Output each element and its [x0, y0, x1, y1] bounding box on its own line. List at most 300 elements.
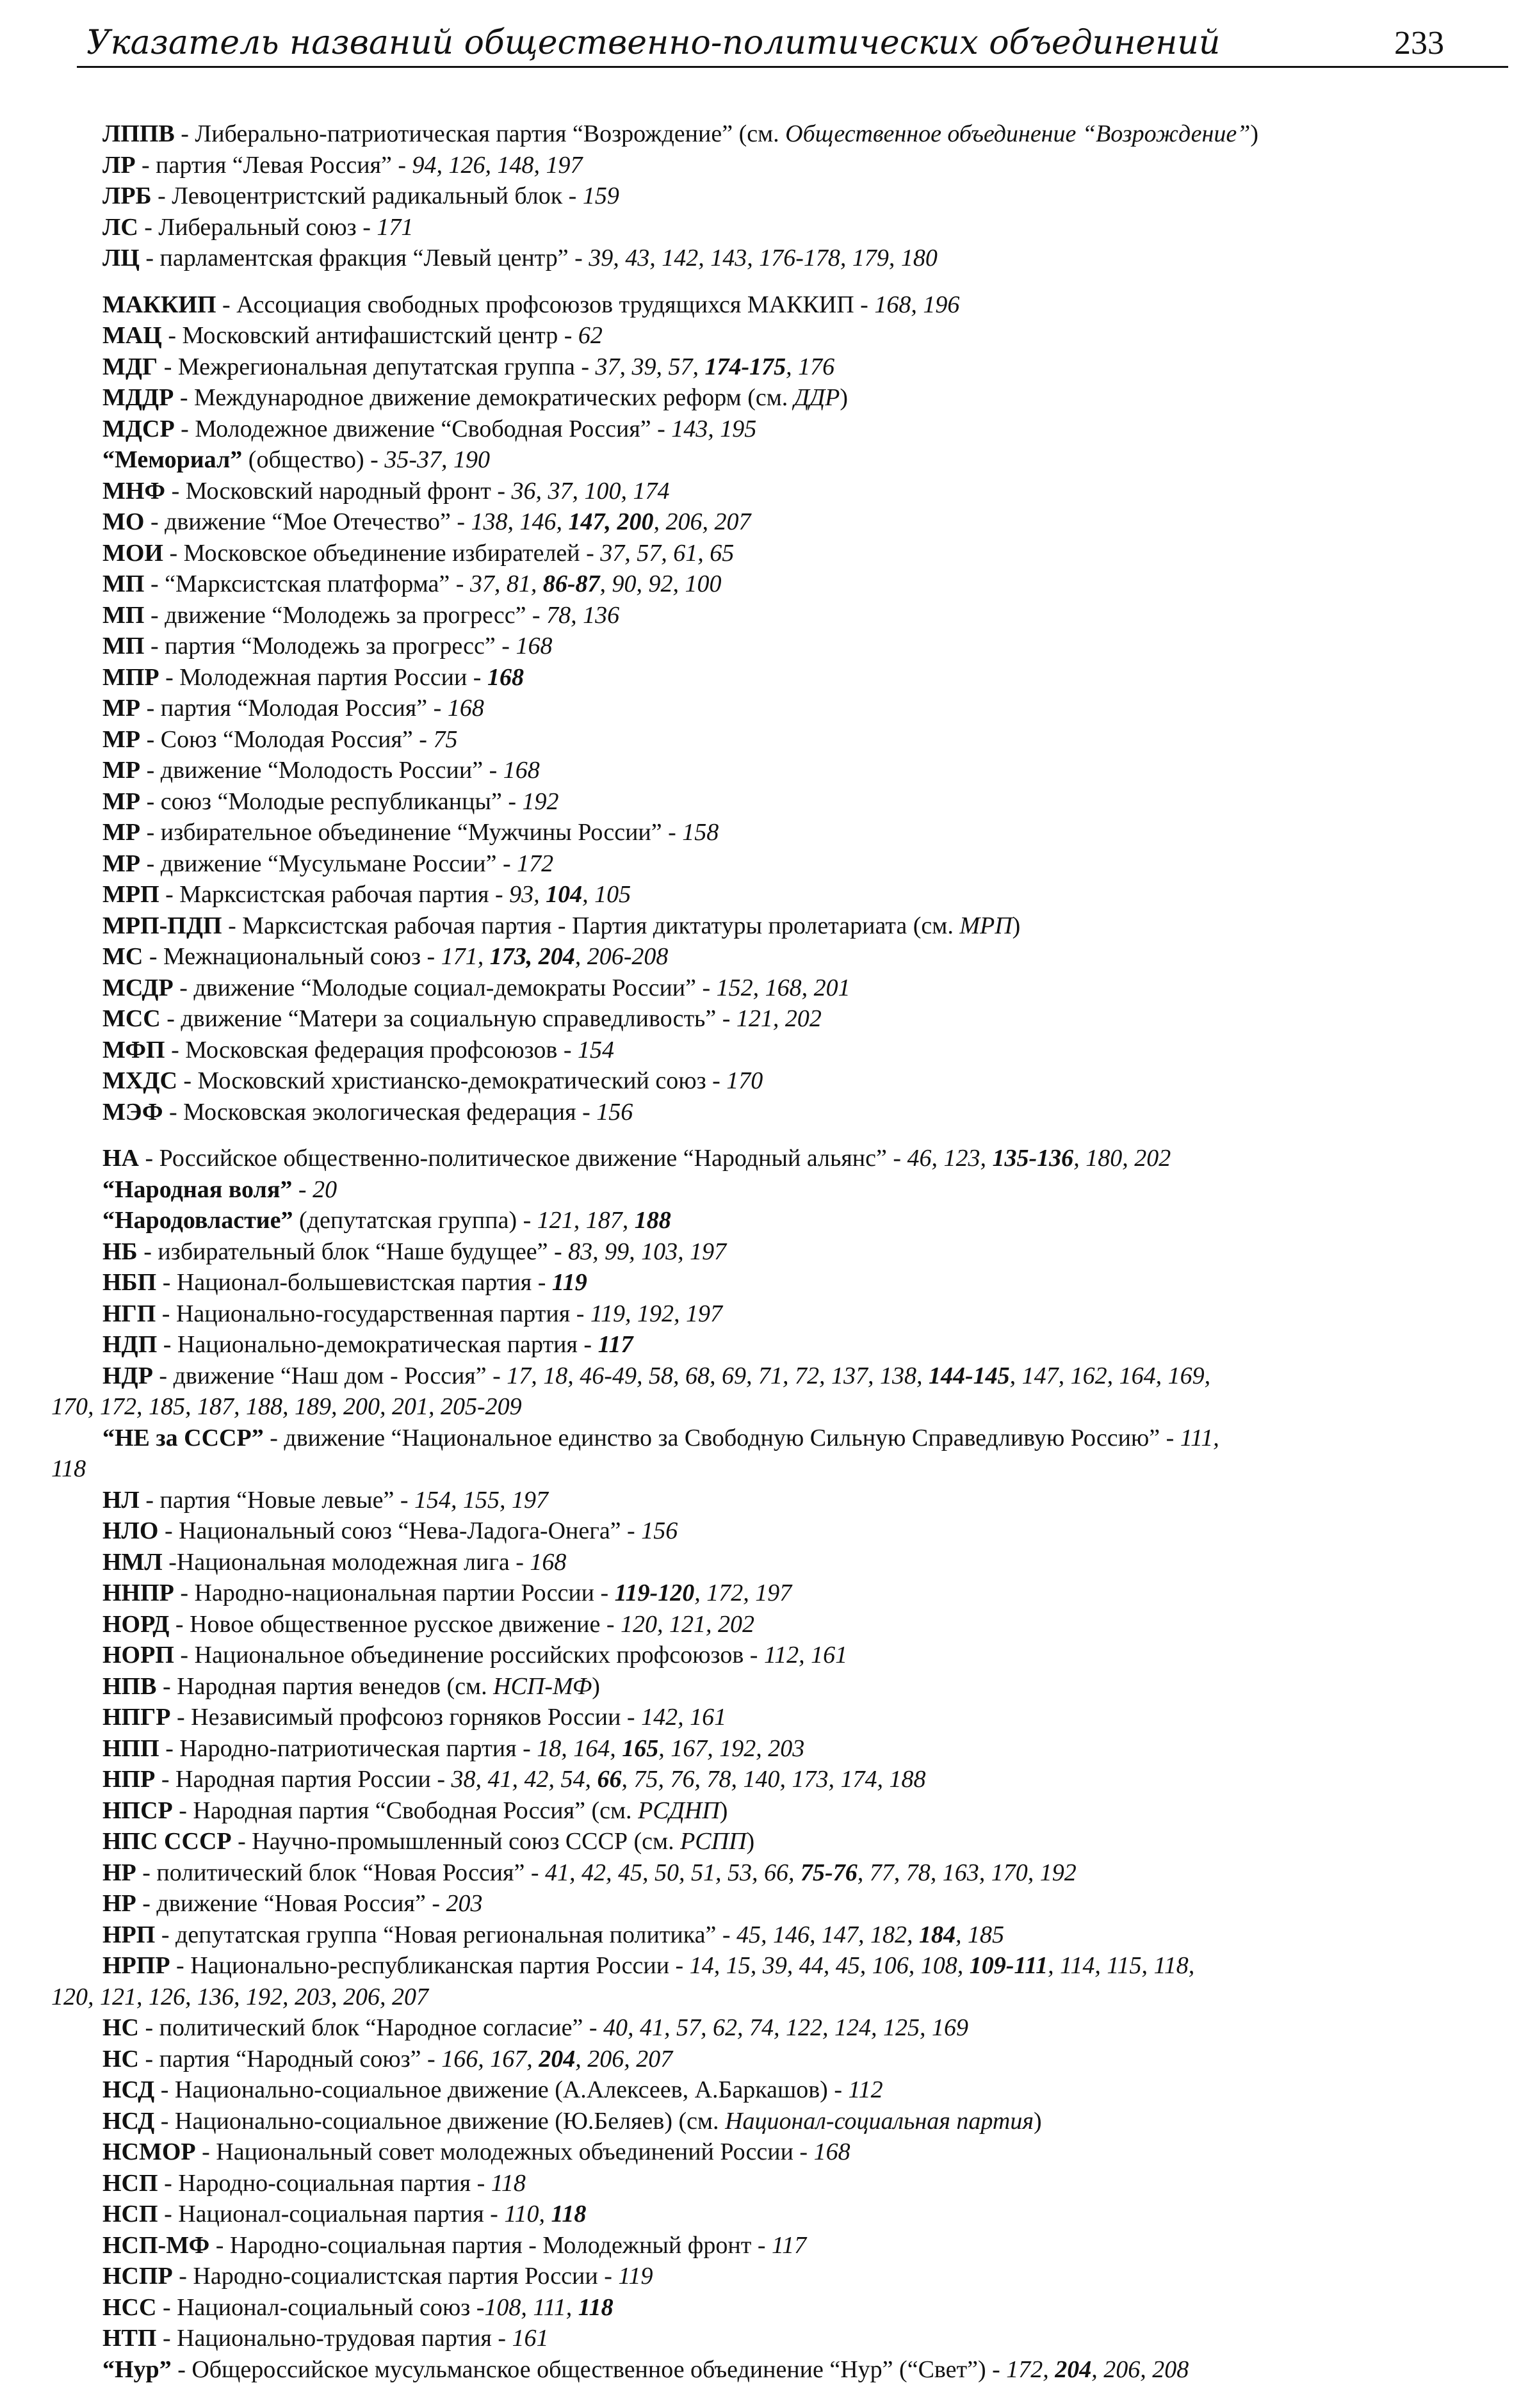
entry-pages-continued: , 206, 208 — [1091, 2355, 1189, 2383]
entry-abbreviation: “Народная воля” — [102, 1176, 293, 1203]
entry-description: - Молодежное движение “Свободная Россия” - — [174, 415, 672, 442]
entry-description: - союз “Молодые республиканцы” - — [140, 788, 523, 815]
entry-abbreviation: НСП — [102, 2169, 158, 2197]
entry-pages-continued: , 167, 192, 203 — [658, 1734, 805, 1762]
entry-abbreviation: НСД — [102, 2107, 155, 2135]
entry-abbreviation: ЛС — [102, 213, 138, 241]
entry-description: - — [292, 1176, 313, 1203]
index-entry — [102, 2354, 1511, 2386]
entry-abbreviation: НС — [102, 2045, 139, 2073]
entry-pages: 37, 81, — [469, 570, 543, 597]
entry-abbreviation: НСП-МФ — [102, 2231, 210, 2259]
entry-main-pages: 118 — [551, 2201, 587, 2227]
entry-abbreviation: МР — [102, 850, 141, 877]
entry-abbreviation: ЛРБ — [102, 182, 152, 209]
index-entry — [102, 2106, 1511, 2137]
index-entry — [102, 1003, 1511, 1035]
entry-cross-reference: МРП — [959, 912, 1012, 939]
index-entry — [102, 1485, 1511, 1516]
entry-pages: 119 — [618, 2263, 653, 2290]
index-entry — [102, 2168, 1511, 2199]
entry-description: - партия “Новые левые” - — [139, 1486, 414, 1514]
entry-pages: 37, 57, 61, 65 — [600, 539, 735, 567]
entry-pages: 170 — [726, 1067, 763, 1094]
entry-pages: 36, 37, 100, 174 — [511, 477, 670, 505]
entry-description: - Московский христианско-демократический союз - — [177, 1067, 727, 1094]
entry-description: - Московская федерация профсоюзов - — [165, 1036, 578, 1063]
index-entry — [102, 476, 1511, 507]
entry-description: - Московская экологическая федерация - — [163, 1098, 597, 1126]
entry-description: - Народно-социалистская партия России - — [172, 2263, 619, 2290]
entry-abbreviation: ЛЦ — [102, 245, 140, 271]
entry-pages: 158 — [682, 819, 719, 846]
entry-description: - “Марксистская платформа” - — [144, 570, 470, 597]
entry-description: - движение “Мое Отечество” - — [144, 508, 471, 535]
entry-abbreviation: МСС — [102, 1005, 161, 1032]
index-entry — [102, 724, 1511, 756]
entry-abbreviation: МХДС — [102, 1067, 177, 1094]
index-group — [0, 118, 1537, 274]
index-entry — [102, 1826, 1511, 1857]
entry-pages: 110, — [504, 2201, 551, 2227]
index-entry — [102, 2261, 1511, 2292]
entry-abbreviation: МОИ — [102, 539, 163, 567]
entry-abbreviation: НРП — [102, 1921, 156, 1948]
entry-pages: 168 — [503, 757, 540, 784]
index-entry — [102, 755, 1511, 786]
entry-abbreviation: НСД — [102, 2076, 155, 2103]
entry-pages: 62 — [578, 322, 603, 349]
entry-pages: 37, 39, 57, — [595, 353, 705, 380]
entry-abbreviation: МРП — [102, 881, 159, 908]
index-entry — [102, 1733, 1511, 1765]
index-entry — [102, 118, 1511, 150]
index-entry — [102, 848, 1511, 880]
index-entry — [102, 1143, 1511, 1174]
entry-description: - движение “Национальное единство за Свободную Сильную Справедливую Россию” - — [263, 1424, 1180, 1451]
entry-continuation-pages: 120, 121, 126, 136, 192, 203, 206, 207 — [51, 1983, 428, 2010]
index-entry — [102, 150, 1511, 181]
entry-pages: 117 — [772, 2231, 807, 2259]
index-entry — [102, 181, 1511, 212]
entry-abbreviation: НРПР — [102, 1952, 170, 1979]
entry-abbreviation: МРП-ПДП — [102, 912, 222, 939]
entry-pages-continued: , 206, 207 — [575, 2045, 673, 2073]
entry-abbreviation: МО — [102, 508, 145, 535]
entry-pages: 161 — [512, 2325, 549, 2352]
entry-description: - Народная партия России - — [155, 1766, 451, 1793]
entry-pages: 46, 123, — [907, 1145, 993, 1172]
index-entry — [102, 2230, 1511, 2261]
index-group — [0, 289, 1537, 1128]
index-group — [0, 1143, 1537, 2385]
entry-description: - Народно-национальная партии России - — [174, 1580, 615, 1606]
entry-description: - Марксистская рабочая партия - Партия диктатуры пролетариата (см. — [222, 912, 960, 939]
entry-pages: 203 — [446, 1890, 483, 1917]
entry-description: - Национально-республиканская партия России - — [170, 1952, 690, 1979]
entry-description: - Союз “Молодая Россия” - — [140, 725, 434, 753]
entry-abbreviation: МР — [102, 695, 141, 722]
entry-abbreviation: НТП — [102, 2325, 157, 2352]
entry-description: - Национально-социальное движение (Ю.Беляев) (см. — [154, 2107, 726, 2135]
entry-pages: 108, 111, — [484, 2293, 578, 2321]
entry-pages: 154 — [578, 1036, 615, 1063]
index-entry — [102, 1267, 1511, 1298]
index-entry — [102, 289, 1511, 321]
entry-pages-continued: , 206, 207 — [653, 508, 751, 535]
entry-description: - Межрегиональная депутатская группа - — [158, 353, 596, 380]
entry-pages: 171 — [377, 213, 414, 241]
entry-description: - Московский народный фронт - — [165, 477, 512, 505]
entry-pages-continued: , 114, 115, 118, — [1048, 1952, 1195, 1979]
entry-abbreviation: ЛР — [102, 151, 136, 179]
entry-abbreviation: МП — [102, 633, 145, 659]
entry-pages: 41, 42, 45, 50, 51, 53, 66, — [545, 1859, 801, 1886]
entry-pages: 93, — [509, 881, 546, 908]
entry-pages-continued: , 147, 162, 164, 169, — [1009, 1362, 1211, 1389]
entry-closing: ) — [1250, 120, 1259, 147]
entry-description: - Народно-социальная партия - — [158, 2169, 491, 2197]
index-entry — [102, 1919, 1511, 1951]
entry-pages: 35-37, 190 — [384, 446, 490, 473]
entry-description: - Национальный союз “Нева-Ладога-Онега” - — [158, 1517, 642, 1544]
entry-abbreviation: ЛППВ — [102, 120, 175, 147]
entry-description: - политический блок “Народное согласие” - — [139, 2014, 603, 2041]
index-entry — [102, 352, 1511, 383]
index-entry — [102, 2292, 1511, 2323]
entry-abbreviation: НПВ — [102, 1672, 157, 1700]
index-entry — [102, 2044, 1511, 2075]
entry-description: - Народно-патриотическая партия - — [159, 1734, 537, 1762]
entry-pages: 40, 41, 57, 62, 74, 122, 124, 125, 169 — [603, 2014, 968, 2041]
index-entry — [102, 1795, 1511, 1827]
entry-abbreviation: НДР — [102, 1362, 153, 1389]
entry-description: - парламентская фракция “Левый центр” - — [139, 245, 589, 271]
index-entry — [102, 693, 1511, 724]
entry-cross-reference: НСП-МФ — [493, 1672, 592, 1700]
entry-description: - движение “Наш дом - Россия” - — [152, 1362, 507, 1389]
entry-cross-reference: РСПП — [680, 1828, 747, 1855]
entry-closing: ) — [746, 1828, 755, 1855]
entry-description: - движение “Молодость России” - — [140, 757, 503, 784]
entry-abbreviation: МР — [102, 725, 141, 753]
entry-continuation — [51, 1391, 1537, 1423]
entry-abbreviation: МФП — [102, 1036, 165, 1063]
index-entry — [102, 2137, 1511, 2168]
entry-description: - движение “Мусульмане России” - — [140, 850, 517, 877]
index-entry — [102, 320, 1511, 352]
entry-pages: 78, 136 — [546, 601, 620, 629]
entry-main-pages: 75-76 — [801, 1859, 858, 1886]
entry-closing: ) — [719, 1797, 728, 1824]
entry-pages: 168 — [447, 695, 484, 722]
entry-abbreviation: МС — [102, 943, 143, 970]
entry-description: - Российское общественно-политическое движение “Народный альянс” - — [139, 1145, 907, 1172]
entry-pages-continued: , 90, 92, 100 — [599, 570, 722, 597]
entry-pages: 14, 15, 39, 44, 45, 106, 108, — [689, 1952, 970, 1979]
entry-abbreviation: НПСР — [102, 1797, 173, 1824]
header-rule — [77, 66, 1508, 68]
index-entry — [102, 1329, 1511, 1361]
entry-cross-reference: Общественное объединение “Возрождение” — [785, 120, 1251, 147]
index-entry — [102, 817, 1511, 848]
entry-continuation-pages: 170, 172, 185, 187, 188, 189, 200, 201, 205-209 — [51, 1393, 522, 1420]
entry-main-pages: 188 — [634, 1207, 671, 1234]
entry-description: - Московский антифашистский центр - — [161, 322, 578, 349]
entry-description: - Московское объединение избирателей - — [163, 539, 601, 567]
entry-abbreviation: НБ — [102, 1238, 138, 1265]
entry-main-pages: 135-136 — [992, 1145, 1074, 1172]
entry-main-pages: 118 — [578, 2293, 614, 2321]
entry-abbreviation: “НЕ за СССР” — [102, 1424, 264, 1451]
entry-pages-continued: , 206-208 — [574, 943, 669, 970]
entry-abbreviation: НС — [102, 2014, 139, 2041]
entry-pages: 111, — [1180, 1424, 1219, 1451]
entry-abbreviation: МАЦ — [102, 322, 162, 349]
entry-description: - партия “Левая Россия” - — [135, 151, 412, 179]
index-entry — [102, 1702, 1511, 1733]
header-title: Указатель названий общественно-политических объединений — [86, 24, 1221, 62]
entry-abbreviation: НСПР — [102, 2263, 173, 2290]
entry-pages: 154, 155, 197 — [414, 1486, 548, 1514]
entry-pages: 45, 146, 147, 182, — [736, 1921, 920, 1948]
index-entry — [102, 941, 1511, 973]
entry-closing: ) — [1033, 2107, 1042, 2135]
entry-continuation-pages: 118 — [51, 1455, 86, 1482]
index-entry — [102, 538, 1511, 569]
entry-cross-reference: ДДР — [793, 384, 840, 411]
entry-pages-continued: , 185 — [956, 1921, 1005, 1948]
index-entry — [102, 1065, 1511, 1097]
entry-description: - депутатская группа “Новая региональная политика” - — [155, 1921, 737, 1948]
index-entry — [102, 2074, 1511, 2106]
entry-main-pages: 174-175 — [704, 353, 786, 380]
entry-abbreviation: НР — [102, 1859, 136, 1886]
entry-pages: 120, 121, 202 — [621, 1610, 755, 1638]
running-header — [86, 19, 1505, 67]
entry-pages: 156 — [596, 1098, 633, 1126]
entry-abbreviation: МП — [102, 570, 145, 597]
entry-main-pages: 168 — [487, 663, 524, 691]
entry-pages: 166, 167, — [441, 2045, 539, 2073]
entry-abbreviation: МР — [102, 757, 141, 784]
entry-abbreviation: НПС СССР — [102, 1828, 232, 1855]
index-body — [0, 118, 1537, 2385]
entry-description: - Независимый профсоюз горняков России - — [170, 1704, 642, 1731]
entry-description: - Народная партия венедов (см. — [156, 1672, 494, 1700]
entry-pages: 142, 161 — [641, 1704, 727, 1731]
entry-cross-reference: РСДНП — [638, 1797, 720, 1824]
index-entry — [102, 1950, 1511, 1982]
index-entry — [102, 382, 1511, 414]
entry-abbreviation: МДСР — [102, 415, 175, 442]
entry-description: - избирательное объединение “Мужчины России” - — [140, 819, 683, 846]
entry-abbreviation: МНФ — [102, 477, 166, 505]
entry-description: - партия “Молодежь за прогресс” - — [144, 633, 516, 659]
index-entry — [102, 910, 1511, 942]
entry-abbreviation: МДГ — [102, 353, 158, 380]
entry-description: - Национально-демократическая партия - — [157, 1331, 598, 1358]
entry-description: (общество) - — [242, 446, 385, 473]
entry-pages-continued: , 180, 202 — [1073, 1145, 1171, 1172]
entry-abbreviation: НА — [102, 1145, 139, 1172]
entry-main-pages: 184 — [919, 1921, 956, 1948]
entry-pages: 94, 126, 148, 197 — [412, 151, 583, 179]
entry-abbreviation: МР — [102, 819, 141, 846]
entry-pages: 17, 18, 46-49, 58, 68, 69, 71, 72, 137, 138, — [507, 1362, 929, 1389]
entry-pages: 143, 195 — [671, 415, 757, 442]
index-entry — [102, 1888, 1511, 1919]
entry-main-pages: 204 — [1055, 2355, 1092, 2383]
entry-abbreviation: НОРП — [102, 1642, 174, 1669]
entry-cross-reference: Национал-социальная партия — [725, 2107, 1034, 2135]
entry-main-pages: 86-87 — [542, 570, 600, 597]
entry-pages: 118 — [491, 2169, 526, 2197]
entry-main-pages: 119-120 — [614, 1580, 695, 1606]
entry-abbreviation: МЭФ — [102, 1098, 163, 1126]
index-entry — [102, 1857, 1511, 1889]
entry-abbreviation: НОРД — [102, 1610, 170, 1638]
entry-description: -Национальная молодежная лига - — [162, 1548, 530, 1576]
entry-description: - Народная партия “Свободная Россия” (см. — [172, 1797, 638, 1824]
entry-pages: 168, 196 — [874, 291, 960, 318]
entry-closing: ) — [592, 1672, 600, 1700]
entry-pages: 172 — [517, 850, 554, 877]
entry-description: - партия “Молодая Россия” - — [140, 695, 448, 722]
entry-description: - Национал-социальный союз - — [156, 2293, 485, 2321]
index-entry — [102, 569, 1511, 600]
entry-pages: 38, 41, 42, 54, — [451, 1766, 598, 1793]
entry-description: - Национально-трудовая партия - — [156, 2325, 512, 2352]
index-entry — [102, 2323, 1511, 2354]
index-entry — [102, 786, 1511, 818]
entry-main-pages: 109-111 — [969, 1952, 1048, 1979]
index-entry — [102, 1361, 1511, 1392]
entry-abbreviation: “Нур” — [102, 2355, 172, 2383]
entry-abbreviation: НЛ — [102, 1486, 140, 1514]
index-entry — [102, 212, 1511, 243]
index-entry — [102, 1515, 1511, 1547]
entry-abbreviation: НСП — [102, 2201, 158, 2227]
entry-description: - движение “Матери за социальную справедливость” - — [160, 1005, 736, 1032]
entry-abbreviation: НДП — [102, 1331, 158, 1358]
entry-pages: 75 — [433, 725, 458, 753]
entry-abbreviation: ННПР — [102, 1580, 174, 1606]
entry-continuation — [51, 1982, 1537, 2013]
entry-description: - движение “Новая Россия” - — [136, 1890, 446, 1917]
entry-abbreviation: НГП — [102, 1300, 156, 1327]
index-entry — [102, 600, 1511, 631]
entry-closing: ) — [840, 384, 848, 411]
entry-abbreviation: НБП — [102, 1269, 157, 1296]
entry-main-pages: 104 — [546, 881, 583, 908]
entry-main-pages: 173, 204 — [489, 943, 575, 970]
entry-pages: 112 — [848, 2076, 883, 2103]
entry-abbreviation: “Народовластие” — [102, 1207, 293, 1234]
entry-abbreviation: НПГР — [102, 1704, 171, 1731]
entry-description: - Левоцентристский радикальный блок - — [151, 182, 583, 209]
entry-abbreviation: “Мемориал” — [102, 446, 243, 473]
index-entry — [102, 1640, 1511, 1671]
index-entry — [102, 1298, 1511, 1330]
entry-description: - движение “Молодые социал-демократы России” - — [173, 974, 717, 1001]
page-number: 233 — [1394, 25, 1444, 61]
index-entry — [102, 1035, 1511, 1066]
entry-pages: 39, 43, 142, 143, 176-178, 179, 180 — [589, 245, 938, 271]
entry-pages-continued: , 77, 78, 163, 170, 192 — [857, 1859, 1077, 1886]
entry-main-pages: 117 — [598, 1331, 633, 1358]
entry-abbreviation: МСДР — [102, 974, 174, 1001]
entry-pages: 168 — [813, 2138, 850, 2165]
entry-abbreviation: НПР — [102, 1766, 156, 1793]
entry-description: - Национальный совет молодежных объединений России - — [195, 2138, 814, 2165]
index-entry — [102, 2012, 1511, 2044]
entry-description: - Национал-большевистская партия - — [156, 1269, 552, 1296]
entry-pages: 18, 164, — [537, 1734, 622, 1762]
entry-description: - Научно-промышленный союз СССР (см. — [231, 1828, 681, 1855]
entry-pages: 171, — [441, 943, 490, 970]
entry-description: - партия “Народный союз” - — [139, 2045, 442, 2073]
entry-main-pages: 66 — [597, 1766, 622, 1793]
entry-main-pages: 144-145 — [928, 1362, 1010, 1389]
index-entry — [102, 1423, 1511, 1454]
index-entry — [102, 444, 1511, 476]
index-entry — [102, 1097, 1511, 1128]
entry-abbreviation: МДДР — [102, 384, 174, 411]
entry-description: - Национал-социальная партия - — [158, 2201, 505, 2227]
index-entry — [102, 662, 1511, 693]
entry-abbreviation: НЛО — [102, 1517, 159, 1544]
entry-description: - Межнациональный союз - — [143, 943, 441, 970]
index-entry — [102, 1236, 1511, 1268]
index-entry — [102, 1174, 1511, 1206]
index-entry — [102, 1609, 1511, 1640]
entry-abbreviation: МР — [102, 788, 141, 815]
entry-description: - Ассоциация свободных профсоюзов трудящихся МАККИП - — [216, 291, 875, 318]
entry-pages: 192 — [522, 788, 559, 815]
entry-abbreviation: НСМОР — [102, 2138, 196, 2165]
entry-pages: 119, 192, 197 — [590, 1300, 723, 1327]
entry-description: - Молодежная партия России - — [159, 663, 487, 691]
index-entry — [102, 879, 1511, 910]
entry-description: - политический блок “Новая Россия” - — [136, 1859, 546, 1886]
entry-abbreviation: НСС — [102, 2293, 157, 2321]
entry-main-pages: 204 — [539, 2045, 576, 2073]
entry-pages: 83, 99, 103, 197 — [568, 1238, 727, 1265]
entry-pages-continued: , 105 — [582, 881, 631, 908]
entry-pages-continued: , 75, 76, 78, 140, 173, 174, 188 — [621, 1766, 926, 1793]
entry-main-pages: 119 — [551, 1269, 587, 1296]
entry-description: - Национально-государственная партия - — [156, 1300, 590, 1327]
index-entry — [102, 414, 1511, 445]
entry-pages: 121, 187, — [537, 1207, 635, 1234]
index-entry — [102, 1547, 1511, 1578]
index-entry — [102, 1205, 1511, 1236]
entry-abbreviation: НР — [102, 1890, 136, 1917]
entry-description: - Новое общественное русское движение - — [169, 1610, 621, 1638]
entry-pages: 168 — [516, 633, 553, 659]
index-entry — [102, 631, 1511, 662]
entry-description: - Национальное объединение российских профсоюзов - — [174, 1642, 764, 1669]
entry-abbreviation: НМЛ — [102, 1548, 163, 1576]
index-entry — [102, 506, 1511, 538]
entry-pages: 159 — [582, 182, 619, 209]
entry-pages: 168 — [530, 1548, 567, 1576]
entry-closing: ) — [1012, 912, 1021, 939]
index-entry — [102, 973, 1511, 1004]
entry-pages: 172, — [1006, 2355, 1055, 2383]
index-entry — [102, 243, 1511, 274]
